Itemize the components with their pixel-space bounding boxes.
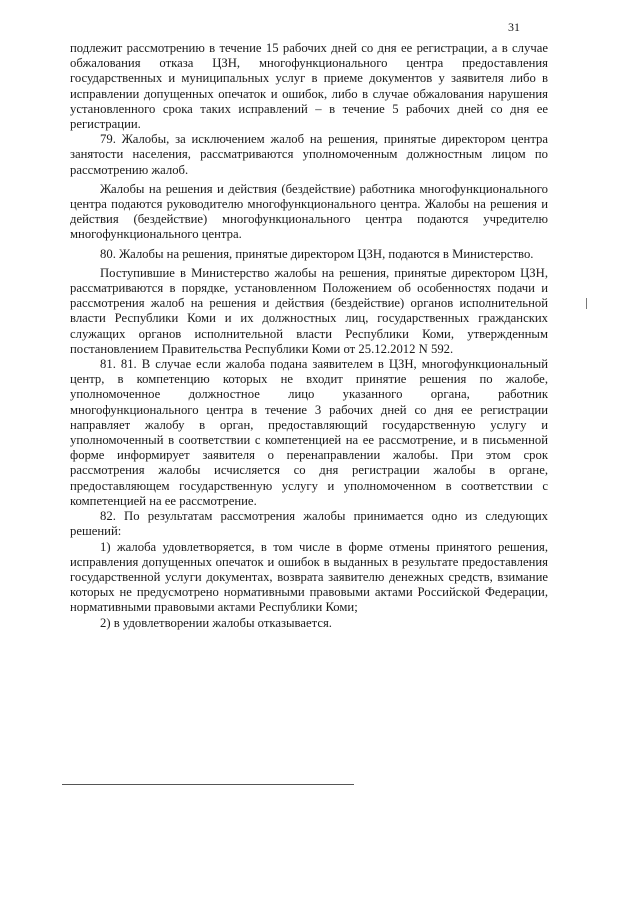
paragraph-81: 81. 81. В случае если жалоба подана заявителем в ЦЗН, многофункциональный центр, в компетенцию которых не входит принятие решения по жалобе, уполномоченное должностное лицо указанного органа, работник многофункционального центра в течение 3 рабочих дней со дня ее регистрации направляет жалобу в орган, предоставляющий государственную услугу и уполномоченный в соответствии с компетенцией на ее рассмотрение, и в письменной форме информирует заявителя о перенаправлении жалобы. При этом срок рассмотрения жалобы исчисляется со дня регистрации жалобы в органе, предоставляющем государственную услугу и уполномоченном в соответствии с компетенцией на ее рассмотрение. bbox=[70, 357, 548, 508]
paragraph-79: 79. Жалобы, за исключением жалоб на решения, принятые директором центра занятости населения, рассматриваются уполномоченным должностным лицом по рассмотрению жалоб. bbox=[70, 132, 548, 177]
document-body bbox=[70, 41, 548, 631]
paragraph-ministry-review: Поступившие в Министерство жалобы на решения, принятые директором ЦЗН, рассматриваются в порядке, установленном Положением об особенностях подачи и рассмотрения жалоб на решения и действия (бездействие) органов исполнительной власти Республики Коми и их должностных лиц, государственных гражданских служащих органов исполнительной власти Республики Коми, утвержденным постановлением Правительства Республики Коми от 25.12.2012 N 592. bbox=[70, 265, 548, 356]
footnote-separator-line bbox=[62, 784, 354, 785]
margin-mark bbox=[586, 298, 587, 309]
paragraph-mfc-complaints: Жалобы на решения и действия (бездействие) работника многофункционального центра подаются руководителю многофункционального центра. Жалобы на решения и действия (бездействие) многофункционального центра подаются учредителю многофункционального центра. bbox=[70, 181, 548, 242]
paragraph-82-item-2: 2) в удовлетворении жалобы отказывается. bbox=[100, 615, 332, 630]
paragraph-complaint-deadline: подлежит рассмотрению в течение 15 рабочих дней со дня ее регистрации, а в случае обжалования отказа ЦЗН, многофункционального центра предоставления государственных и муниципальных услуг в приеме документов у заявителя либо в исправлении допущенных опечаток и ошибок, либо в случае обжалования нарушения установленного срока таких исправлений – в течение 5 рабочих дней со дня ее регистрации. bbox=[70, 41, 548, 132]
paragraph-82: 82. По результатам рассмотрения жалобы принимается одно из следующих решений: bbox=[70, 509, 548, 539]
paragraph-82-item-1: 1) жалоба удовлетворяется, в том числе в форме отмены принятого решения, исправления допущенных опечаток и ошибок в выданных в результате предоставления государственной услуги документах, возврата заявителю денежных средств, взимание которых не предусмотрено нормативными правовыми актами Российской Федерации, нормативными правовыми актами Республики Коми; bbox=[70, 539, 548, 615]
paragraph-80: 80. Жалобы на решения, принятые директором ЦЗН, подаются в Министерство. bbox=[100, 246, 534, 261]
page-number: 31 bbox=[508, 20, 520, 34]
